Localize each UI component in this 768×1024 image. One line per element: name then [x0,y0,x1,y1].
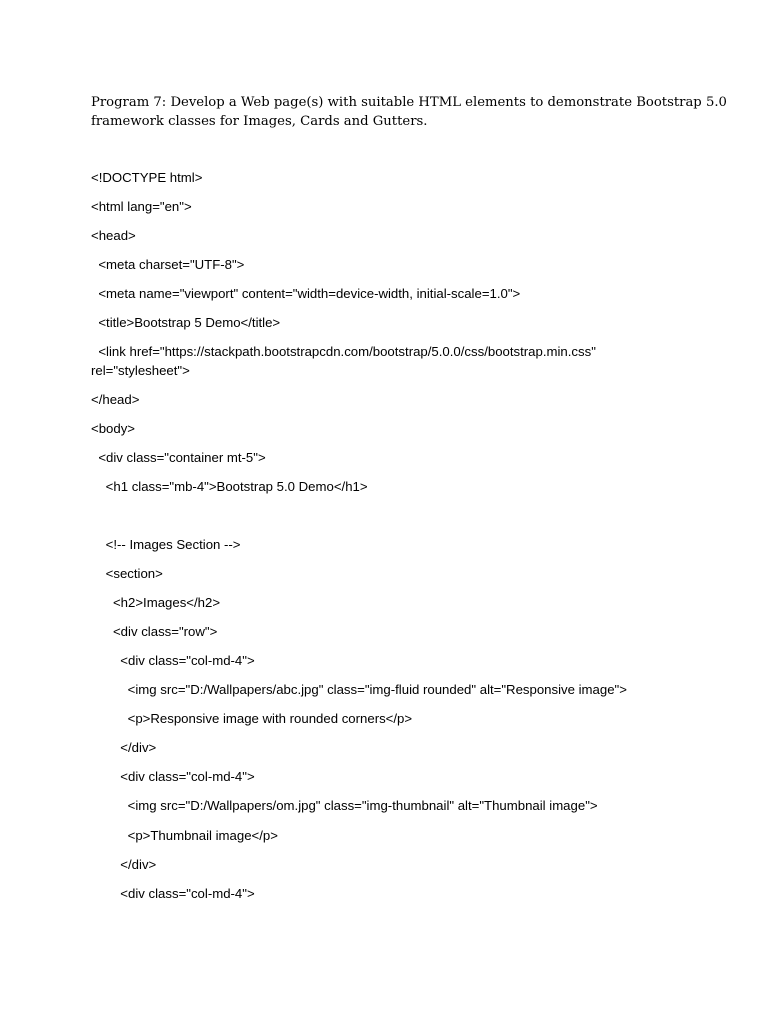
code-line: <div class="col-md-4"> [91,653,255,668]
code-line: <!DOCTYPE html> [91,170,203,185]
code-line: </div> [91,740,157,755]
code-line: <h2>Images</h2> [91,595,221,610]
code-line: <html lang="en"> [91,199,192,214]
code-line: <head> [91,228,136,243]
code-line: <section> [91,566,163,581]
heading-line: Program 7: Develop a Web page(s) with suitable HTML elements to demonstrate Bootstrap 5.0 [91,95,727,110]
code-line: </head> [91,392,140,407]
code-line: <meta charset="UTF-8"> [91,257,245,272]
code-line: rel="stylesheet"> [91,363,190,378]
code-line: <img src="D:/Wallpapers/om.jpg" class="img-thumbnail" alt="Thumbnail image"> [91,798,598,813]
code-line: <div class="col-md-4"> [91,769,255,784]
code-line: <div class="col-md-4"> [91,886,255,901]
code-line: <div class="container mt-5"> [91,450,266,465]
code-line: <!-- Images Section --> [91,537,241,552]
code-line: <title>Bootstrap 5 Demo</title> [91,315,281,330]
heading-line: framework classes for Images, Cards and Gutters. [91,114,428,129]
code-line: <link href="https://stackpath.bootstrapcdn.com/bootstrap/5.0.0/css/bootstrap.min.css" [91,344,596,359]
code-line: <p>Responsive image with rounded corners</p> [91,711,413,726]
code-line: <p>Thumbnail image</p> [91,828,278,843]
code-line: <div class="row"> [91,624,218,639]
code-line: <img src="D:/Wallpapers/abc.jpg" class="img-fluid rounded" alt="Responsive image"> [91,682,627,697]
code-line: <meta name="viewport" content="width=device-width, initial-scale=1.0"> [91,286,521,301]
code-line: <body> [91,421,135,436]
code-line: </div> [91,857,157,872]
code-line: <h1 class="mb-4">Bootstrap 5.0 Demo</h1> [91,479,368,494]
program-heading [91,93,727,131]
